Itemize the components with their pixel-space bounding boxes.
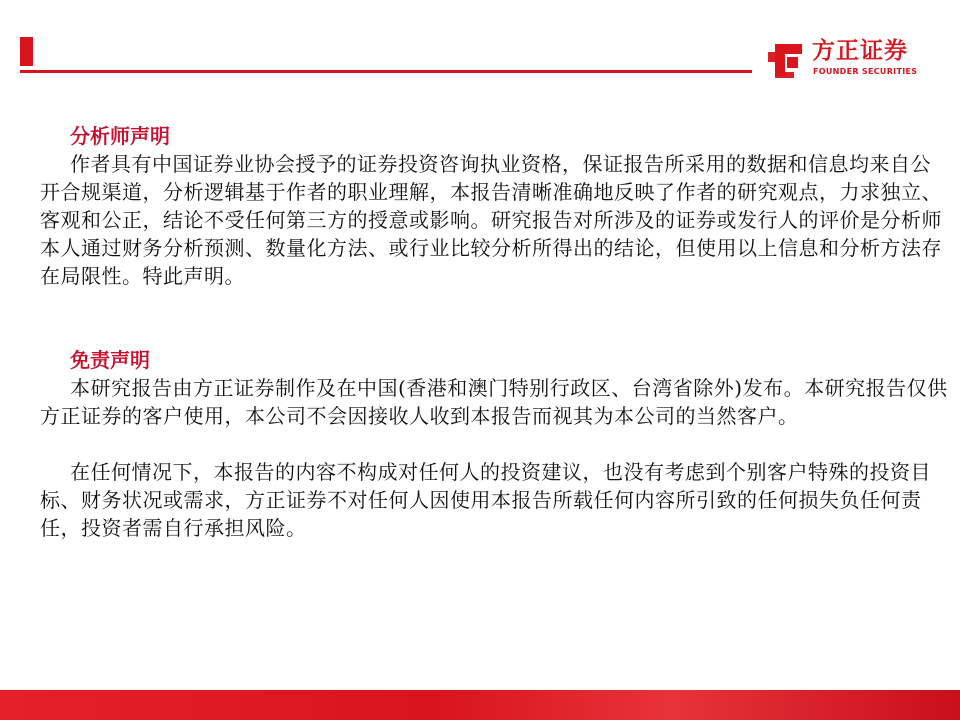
brand-logo — [766, 38, 936, 82]
analyst-statement-section — [40, 122, 950, 290]
brand-name-en: FOUNDER SECURITIES — [813, 67, 918, 76]
paragraph: 在任何情况下，本报告的内容不构成对任何人的投资建议，也没有考虑到个别客户特殊的投资目标、财务状况或需求，方正证券不对任何人因使用本报告所载任何内容所引致的任何损失负任何责任，投资者需自行承担风险。 — [40, 460, 931, 540]
brand-name-cn: 方正证券 — [812, 38, 908, 64]
paragraph-spacer — [40, 430, 950, 458]
header-accent-block — [20, 37, 33, 66]
footer-bar — [0, 690, 960, 720]
disclaimer-content — [40, 122, 950, 542]
disclaimer-section — [40, 346, 950, 542]
header-divider — [20, 70, 752, 73]
section-title: 免责声明 — [70, 348, 150, 372]
paragraph: 本研究报告由方正证券制作及在中国(香港和澳门特别行政区、台湾省除外)发布。本研究报告仅供方正证券的客户使用，本公司不会因接收人收到本报告而视其为本公司的当然客户。 — [40, 376, 948, 428]
section-spacer — [40, 290, 950, 346]
founder-logo-icon — [766, 40, 806, 80]
paragraph: 作者具有中国证券业协会授予的证券投资咨询执业资格，保证报告所采用的数据和信息均来自公开合规渠道，分析逻辑基于作者的职业理解，本报告清晰准确地反映了作者的研究观点，力求独立、客观和公正，结论不受任何第三方的授意或影响。研究报告对所涉及的证券或发行人的评价是分析师本人通过财务分析预测、数量化方法、或行业比较分析所得出的结论，但使用以上信息和分析方法存在局限性。特此声明。 — [40, 152, 942, 288]
section-title: 分析师声明 — [70, 124, 170, 148]
